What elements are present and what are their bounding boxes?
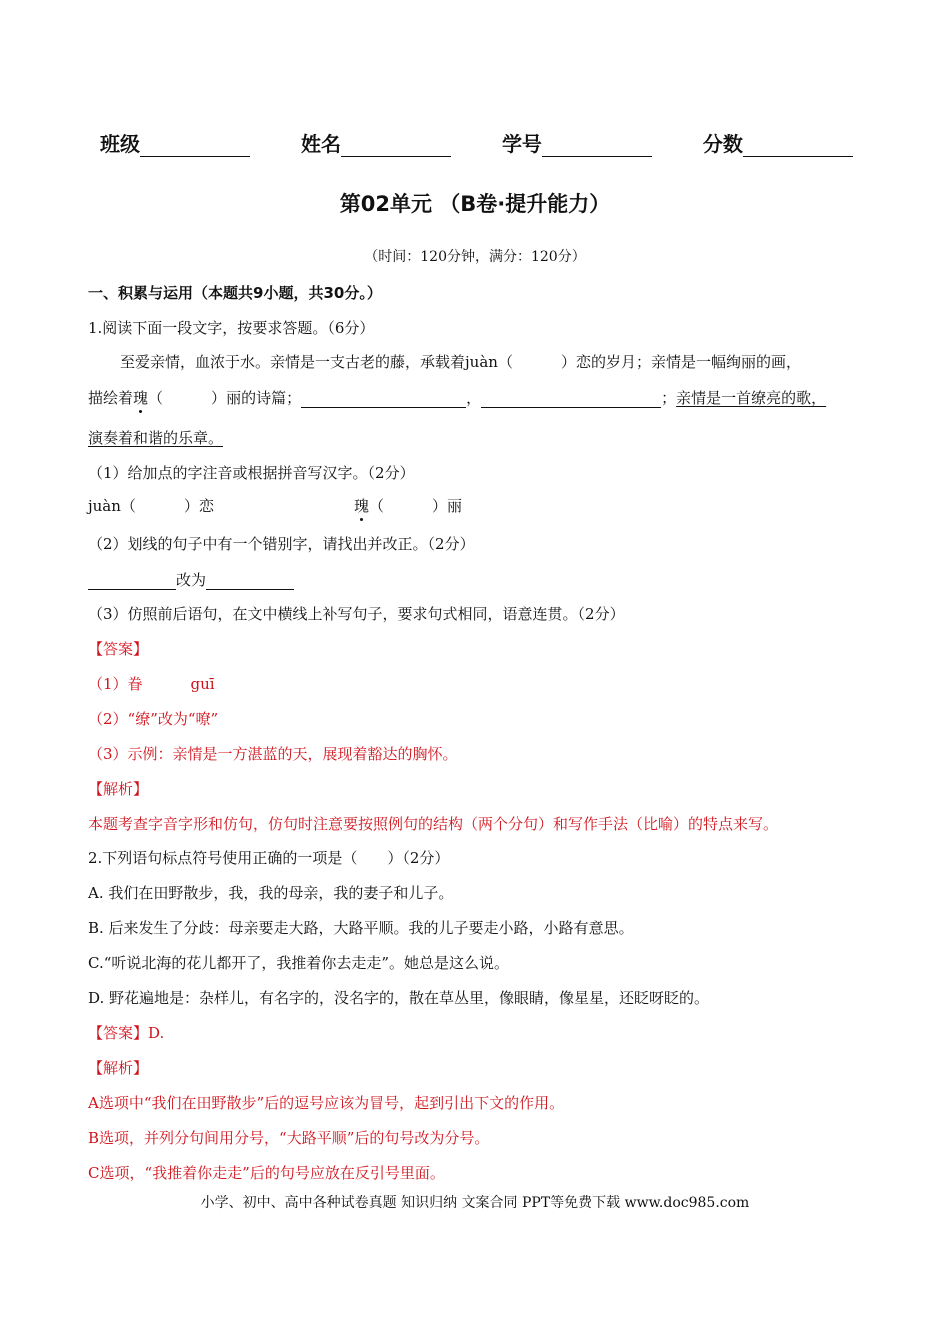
answer-1-b: guī bbox=[190, 675, 215, 693]
q2-analysis-a: A选项中“我们在田野散步”后的逗号应该为冒号，起到引出下文的作用。 bbox=[88, 1094, 565, 1112]
q1-sub2: （2）划线的句子中有一个错别字，请找出并改正。（2分） bbox=[88, 535, 475, 553]
q1-sub2-fields bbox=[88, 570, 294, 590]
answer-1-a: （1）眷 bbox=[88, 675, 143, 693]
wrong-char-blank[interactable] bbox=[88, 571, 176, 590]
q2-analysis-label: 【解析】 bbox=[88, 1059, 149, 1077]
page-title: 第02单元 （B卷·提升能力） bbox=[339, 192, 611, 216]
pinyin-juan: juàn bbox=[465, 353, 498, 371]
q1-sub1: （1）给加点的字注音或根据拼音写汉字。（2分） bbox=[88, 464, 415, 482]
class-blank[interactable] bbox=[140, 134, 250, 157]
answer-label: 【答案】 bbox=[88, 1024, 149, 1042]
name-blank[interactable] bbox=[341, 134, 451, 157]
answer-label: 【答案】 bbox=[88, 640, 149, 658]
class-label: 班级 bbox=[100, 132, 140, 156]
pinyin-juan: juàn bbox=[88, 497, 121, 515]
q2-analysis-c: C选项，“我推着你走走”后的句号应放在反引号里面。 bbox=[88, 1164, 445, 1182]
q1-passage-line1: 至爱亲情，血浓于水。亲情是一支古老的藤，承载着juàn（ ）恋的岁月；亲情是一幅绚丽的画， bbox=[120, 353, 801, 371]
semicolon: ； bbox=[661, 389, 677, 407]
id-label: 学号 bbox=[501, 132, 542, 156]
analysis-text: 本题考查字音字形和仿句，仿句时注意要按照例句的结构（两个分句）和写作手法（比喻）的特点来写。 bbox=[88, 815, 779, 833]
section-heading: 一、积累与运用（本题共9小题，共30分。） bbox=[88, 284, 382, 302]
name-label: 姓名 bbox=[300, 132, 341, 156]
passage-text: 至爱亲情，血浓于水。亲情是一支古老的藤，承载着 bbox=[120, 353, 466, 371]
char-lian: 恋 bbox=[198, 497, 214, 515]
answer-value: D. bbox=[148, 1024, 165, 1042]
q1-sub1-fields: juàn（ ）恋 瑰（ ）丽 bbox=[88, 497, 463, 515]
answer-3: （3）示例：亲情是一方湛蓝的天，展现着豁达的胸怀。 bbox=[88, 745, 458, 763]
student-info-row bbox=[100, 128, 897, 157]
dotted-char: 瑰 bbox=[353, 497, 369, 515]
class-field[interactable] bbox=[100, 128, 250, 157]
q2-option-a[interactable]: A. 我们在田野散步，我，我的母亲，我的妻子和儿子。 bbox=[88, 884, 454, 902]
q1-sub3: （3）仿照前后语句，在文中横线上补写句子，要求句式相同，语意连贯。（2分） bbox=[88, 605, 625, 623]
answer-2: （2）“缭”改为“嘹” bbox=[88, 710, 219, 728]
q2-answer bbox=[88, 1023, 164, 1043]
id-field[interactable] bbox=[502, 128, 652, 157]
q1-passage-line2: 描绘着瑰（ ）丽的诗篇； ， ；亲情是一首缭亮的歌， bbox=[88, 389, 827, 407]
q1-stem: 1.阅读下面一段文字，按要求答题。（6分） bbox=[88, 319, 375, 337]
underlined-sentence-end: 演奏着和谐的乐章。 bbox=[88, 429, 224, 447]
char-li: 丽 bbox=[447, 497, 463, 515]
exam-time-info: （时间：120分钟，满分：120分） bbox=[364, 249, 586, 265]
score-blank[interactable] bbox=[743, 134, 853, 157]
passage-text: 描绘着 bbox=[88, 389, 134, 407]
passage-text: 丽的诗篇； bbox=[226, 389, 302, 407]
score-field[interactable] bbox=[703, 128, 853, 157]
q2-analysis-b: B选项，并列分句间用分号，“大路平顺”后的句号改为分号。 bbox=[88, 1129, 490, 1147]
answer-1 bbox=[88, 674, 215, 694]
q2-option-d[interactable]: D. 野花遍地是：杂样儿，有名字的，没名字的，散在草丛里，像眼睛，像星星，还眨呀眨的。 bbox=[88, 989, 710, 1007]
change-to-label: 改为 bbox=[176, 571, 207, 589]
analysis-label: 【解析】 bbox=[88, 780, 149, 798]
page-footer: 小学、初中、高中各种试卷真题 知识归纳 文案合同 PPT等免费下载 www.doc985.com bbox=[200, 1195, 750, 1211]
dotted-char: 瑰 bbox=[133, 389, 149, 407]
q2-option-c[interactable]: C.“听说北海的花儿都开了，我推着你去走走”。她总是这么说。 bbox=[88, 954, 510, 972]
correct-char-blank[interactable] bbox=[206, 571, 294, 590]
fill-blank-2[interactable] bbox=[481, 389, 661, 408]
comma: ， bbox=[466, 389, 482, 407]
id-blank[interactable] bbox=[542, 134, 652, 157]
underlined-sentence: 亲情是一首缭亮的歌， bbox=[676, 389, 827, 407]
passage-text: 恋的岁月；亲情是一幅绚丽的画， bbox=[575, 353, 801, 371]
q2-stem: 2.下列语句标点符号使用正确的一项是（ ）（2分） bbox=[88, 849, 450, 867]
q2-option-b[interactable]: B. 后来发生了分歧：母亲要走大路，大路平顺。我的儿子要走小路，小路有意思。 bbox=[88, 919, 634, 937]
fill-blank-1[interactable] bbox=[301, 389, 466, 408]
score-label: 分数 bbox=[702, 132, 743, 156]
name-field[interactable] bbox=[301, 128, 451, 157]
